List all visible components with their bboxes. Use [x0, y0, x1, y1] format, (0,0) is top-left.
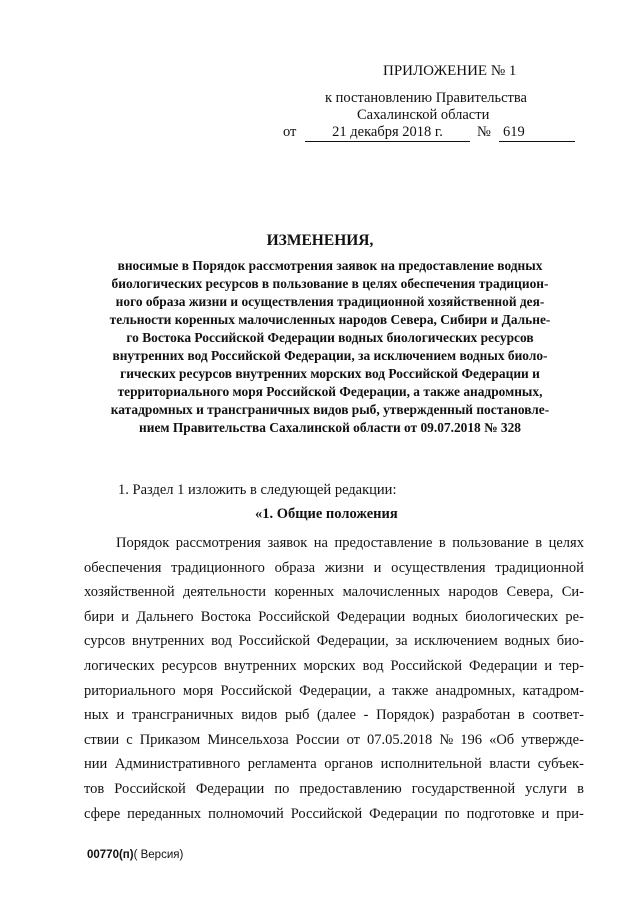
appendix-label: ПРИЛОЖЕНИЕ № 1 — [383, 63, 517, 79]
body-word: осуществления — [391, 559, 486, 576]
heading-line: гических ресурсов внутренних морских вод Российской Федерации и — [120, 366, 540, 381]
body-word: Федерации, — [299, 682, 372, 699]
resolution-date-row — [283, 124, 583, 144]
body-word: подготовке — [466, 805, 535, 822]
body-word: деятельности — [183, 584, 267, 601]
heading-line: внутренних вод Российской Федерации, за исключением водных биоло- — [112, 348, 548, 363]
body-word: Российской — [290, 805, 363, 822]
body-word: Российской — [390, 657, 462, 674]
body-word: полномочий — [208, 805, 284, 822]
body-word: исключением — [414, 633, 498, 650]
body-word: обеспечения — [84, 559, 162, 576]
body-word: моря — [182, 682, 214, 699]
body-word: образа — [274, 559, 316, 576]
body-word: и — [121, 608, 130, 625]
body-line — [84, 679, 584, 704]
body-word: Федерации — [468, 657, 538, 674]
body-word: тов — [84, 780, 105, 797]
body-word: и — [544, 657, 553, 674]
body-word: водных — [504, 633, 551, 650]
from-label: от — [283, 124, 297, 140]
body-word: коренных — [274, 584, 335, 601]
body-word: Российской — [238, 633, 311, 650]
body-word: «Об — [489, 731, 515, 748]
body-word: внутренних — [131, 633, 205, 650]
body-word: традиционной — [495, 559, 584, 576]
body-word: предоставлению — [299, 780, 402, 797]
body-word: бири — [84, 608, 115, 625]
body-word: Российской — [220, 682, 292, 699]
body-word: Приказом — [139, 731, 201, 748]
body-word: видов — [241, 707, 278, 724]
body-line — [84, 703, 584, 728]
body-word: утвержде- — [521, 731, 584, 748]
body-word: целях — [548, 535, 584, 551]
footer-code — [87, 849, 183, 861]
body-word: переданных — [127, 805, 202, 822]
body-word: с — [126, 731, 133, 748]
body-word: традиционного — [171, 559, 265, 576]
body-word: соответ- — [532, 707, 584, 724]
body-word: в — [438, 535, 446, 551]
heading-line: биологических ресурсов в пользование в целях обеспечения традицион- — [111, 276, 549, 291]
resolution-number: 619 — [499, 124, 575, 142]
body-word: сфере — [84, 805, 121, 822]
body-word: заявок — [267, 535, 308, 551]
body-word: а — [378, 682, 385, 699]
body-line — [84, 728, 584, 753]
heading-line: вносимые в Порядок рассмотрения заявок на предоставление водных — [117, 258, 543, 273]
body-word: № — [439, 731, 454, 748]
heading-line: тельности коренных малочисленных народов Севера, Сибири и Дальне- — [109, 312, 551, 327]
body-word: нии — [84, 756, 108, 773]
body-word: власти — [489, 756, 531, 773]
body-word: при- — [556, 805, 584, 822]
body-line — [84, 605, 584, 630]
body-word: анадромных, — [435, 682, 516, 699]
amendment-item-1: 1. Раздел 1 изложить в следующей редакции: — [118, 482, 397, 498]
body-word: разработан — [441, 707, 511, 724]
body-word: народов — [448, 584, 499, 601]
heading-line: нием Правительства Сахалинской области от 09.07.2018 № 328 — [139, 420, 521, 435]
body-word: также — [392, 682, 429, 699]
body-word: малочисленных — [342, 584, 440, 601]
body-word: жизни — [324, 559, 364, 576]
body-word: 196 — [460, 731, 483, 748]
resolution-reference-line1: к постановлению Правительства — [325, 90, 527, 106]
body-word: услуги — [525, 780, 568, 797]
body-line — [84, 802, 584, 827]
body-word: водных — [412, 608, 459, 625]
body-word: вод — [362, 657, 384, 674]
body-word: вод — [211, 633, 233, 650]
body-word: Федерации — [369, 805, 438, 822]
body-word: предоставление — [334, 535, 433, 551]
body-word: морских — [303, 657, 356, 674]
body-word: Федерации — [195, 780, 265, 797]
body-word: риториального — [84, 682, 176, 699]
body-word: Порядок) — [376, 707, 435, 724]
form-code: 00770(п) — [87, 849, 134, 861]
body-word: на — [313, 535, 328, 551]
body-word: (далее — [317, 707, 356, 724]
body-line — [84, 580, 584, 605]
body-word: тер- — [559, 657, 584, 674]
body-word: государственной — [411, 780, 516, 797]
body-word: Административного — [114, 756, 241, 773]
number-label: № — [477, 124, 491, 140]
body-word: субъек- — [537, 756, 584, 773]
body-word: органов — [324, 756, 374, 773]
body-word: Минсельхоза — [207, 731, 289, 748]
body-line — [84, 629, 584, 654]
body-word: России — [295, 731, 340, 748]
body-line — [84, 556, 584, 581]
version-label: ( Версия) — [133, 849, 184, 861]
body-word: катадром- — [522, 682, 584, 699]
heading-line: территориального моря Российской Федерации, а также анадромных, — [117, 384, 543, 399]
body-word: от — [346, 731, 360, 748]
body-word: ствии — [84, 731, 120, 748]
body-word: 07.05.2018 — [367, 731, 433, 748]
body-word: и — [373, 559, 382, 576]
resolution-reference-line2: Сахалинской области — [357, 107, 490, 123]
body-word: исполнительной — [380, 756, 482, 773]
body-word: за — [395, 633, 408, 650]
body-word: в — [517, 707, 525, 724]
body-word: хозяйственной — [84, 584, 175, 601]
body-paragraph — [84, 531, 584, 826]
body-line — [84, 531, 584, 556]
heading-line: ного образа жизни и осуществления традиционной хозяйственной дея- — [115, 294, 545, 309]
body-word: по — [274, 780, 290, 797]
section-title: «1. Общие положения — [255, 506, 398, 522]
body-word: пользование — [452, 535, 529, 551]
body-word: регламента — [247, 756, 317, 773]
heading-line: катадромных и трансграничных видов рыб, утвержденный постановле- — [110, 402, 550, 417]
body-word: Российской — [258, 608, 330, 625]
body-word: Российской — [114, 780, 186, 797]
body-word: в — [577, 780, 584, 797]
body-word: биологических — [465, 608, 559, 625]
body-word: - — [363, 707, 369, 724]
body-word: и — [116, 707, 125, 724]
body-line — [84, 777, 584, 802]
body-word: ре- — [565, 608, 584, 625]
body-word: в — [535, 535, 543, 551]
body-word: логических — [84, 657, 155, 674]
body-word: Федерации — [336, 608, 406, 625]
heading-line: го Востока Российской Федерации водных биологических ресурсов — [126, 330, 534, 345]
body-line — [84, 752, 584, 777]
document-title: ИЗМЕНЕНИЯ, — [266, 232, 374, 249]
body-word: Федерации, — [316, 633, 389, 650]
body-word: ресурсов — [161, 657, 218, 674]
body-word: по — [444, 805, 460, 822]
body-word: сурсов — [84, 633, 126, 650]
body-word: Си- — [561, 584, 584, 601]
body-line — [84, 654, 584, 679]
body-word: ных — [84, 707, 109, 724]
document-heading — [76, 257, 584, 437]
body-word: Дальнего — [136, 608, 194, 625]
body-word: Севера, — [506, 584, 554, 601]
resolution-date: 21 декабря 2018 г. — [305, 124, 470, 142]
body-word: внутренних — [223, 657, 297, 674]
body-word: и — [541, 805, 550, 822]
body-word: Востока — [200, 608, 252, 625]
body-word: трансграничных — [131, 707, 234, 724]
body-word: Порядок — [116, 535, 170, 551]
body-word: рассмотрения — [175, 535, 261, 551]
body-word: рыб — [284, 707, 310, 724]
body-word: био- — [556, 633, 584, 650]
